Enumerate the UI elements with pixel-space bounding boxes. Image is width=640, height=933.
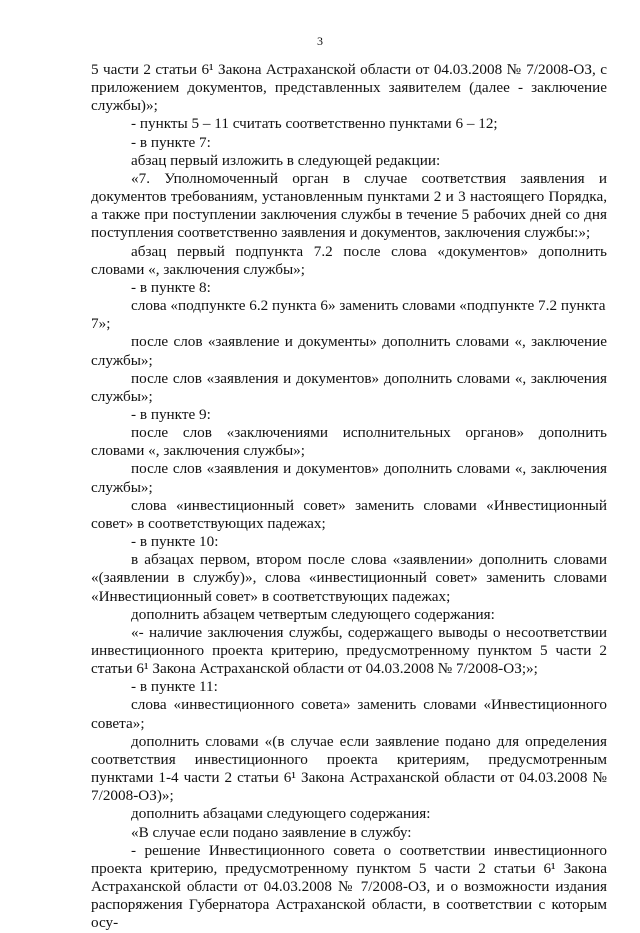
paragraph: - в пункте 9: bbox=[131, 405, 211, 423]
paragraph: после слов «заявления и документов» дополнить словами «, заключения службы»; bbox=[91, 369, 607, 405]
paragraph: - пункты 5 – 11 считать соответственно пунктами 6 – 12; bbox=[131, 115, 498, 133]
paragraph: 5 части 2 статьи 6¹ Закона Астраханской области от 04.03.2008 № 7/2008-ОЗ, с приложением документов, представленных заявителем (далее - заключение службы)»; bbox=[91, 61, 607, 115]
paragraph: слова «подпункте 6.2 пункта 6» заменить словами «подпункте 7.2 пункта 7»; bbox=[91, 297, 606, 333]
paragraph: слова «инвестиционный совет» заменить словами «Инвестиционный совет» в соответствующих падежах; bbox=[91, 496, 607, 532]
paragraph: - решение Инвестиционного совета о соответствии инвестиционного проекта критерию, предусмотренному пунктом 5 части 2 статьи 6¹ Закона Астраханской области от 04.03.2008 № 7/2008-ОЗ, и о возможности издания распоряжения Губернатора Астраханской области, в соответствии с которым осу- bbox=[91, 841, 607, 932]
paragraph: - в пункте 8: bbox=[131, 278, 211, 296]
paragraph: - в пункте 7: bbox=[131, 133, 211, 151]
paragraph: абзац первый изложить в следующей редакции: bbox=[131, 151, 441, 169]
paragraph: после слов «заключениями исполнительных органов» дополнить словами «, заключения службы»; bbox=[91, 424, 607, 460]
document-body bbox=[91, 61, 607, 933]
paragraph: абзац первый подпункта 7.2 после слова «документов» дополнить словами «, заключения службы»; bbox=[91, 242, 607, 278]
paragraph: «7. Уполномоченный орган в случае соответствия заявления и документов требованиям, установленным пунктами 2 и 3 настоящего Порядка, а также при поступлении заключения службы в течение 5 рабочих дней со дня поступления соответственно заявления и документов, заключения службы:»; bbox=[91, 169, 607, 242]
paragraph: - в пункте 11: bbox=[131, 678, 218, 696]
paragraph: дополнить абзацем четвертым следующего содержания: bbox=[131, 605, 495, 623]
paragraph: дополнить абзацами следующего содержания: bbox=[131, 805, 431, 823]
paragraph: дополнить словами «(в случае если заявление подано для определения соответствия инвестиционного проекта критериям, предусмотренным пунктами 1-4 части 2 статьи 6¹ Закона Астраханской области от 04.03.2008 № 7/2008-ОЗ)»; bbox=[91, 732, 607, 805]
page-number: 3 bbox=[317, 34, 323, 48]
paragraph: в абзацах первом, втором после слова «заявлении» дополнить словами «(заявлении в службу)», слова «инвестиционный совет» заменить словами «Инвестиционный совет» в соответствующих падежах; bbox=[91, 551, 607, 605]
paragraph: - в пункте 10: bbox=[131, 533, 219, 551]
paragraph: после слов «заявления и документов» дополнить словами «, заключения службы»; bbox=[91, 460, 607, 496]
paragraph: слова «инвестиционного совета» заменить словами «Инвестиционного совета»; bbox=[91, 696, 607, 732]
paragraph: после слов «заявление и документы» дополнить словами «, заключение службы»; bbox=[91, 333, 607, 369]
paragraph: «В случае если подано заявление в службу: bbox=[131, 823, 412, 841]
paragraph: «- наличие заключения службы, содержащего выводы о несоответствии инвестиционного проекта критерию, предусмотренному пунктом 5 части 2 статьи 6¹ Закона Астраханской области от 04.03.2008 № 7/2008-ОЗ;»; bbox=[91, 623, 607, 678]
